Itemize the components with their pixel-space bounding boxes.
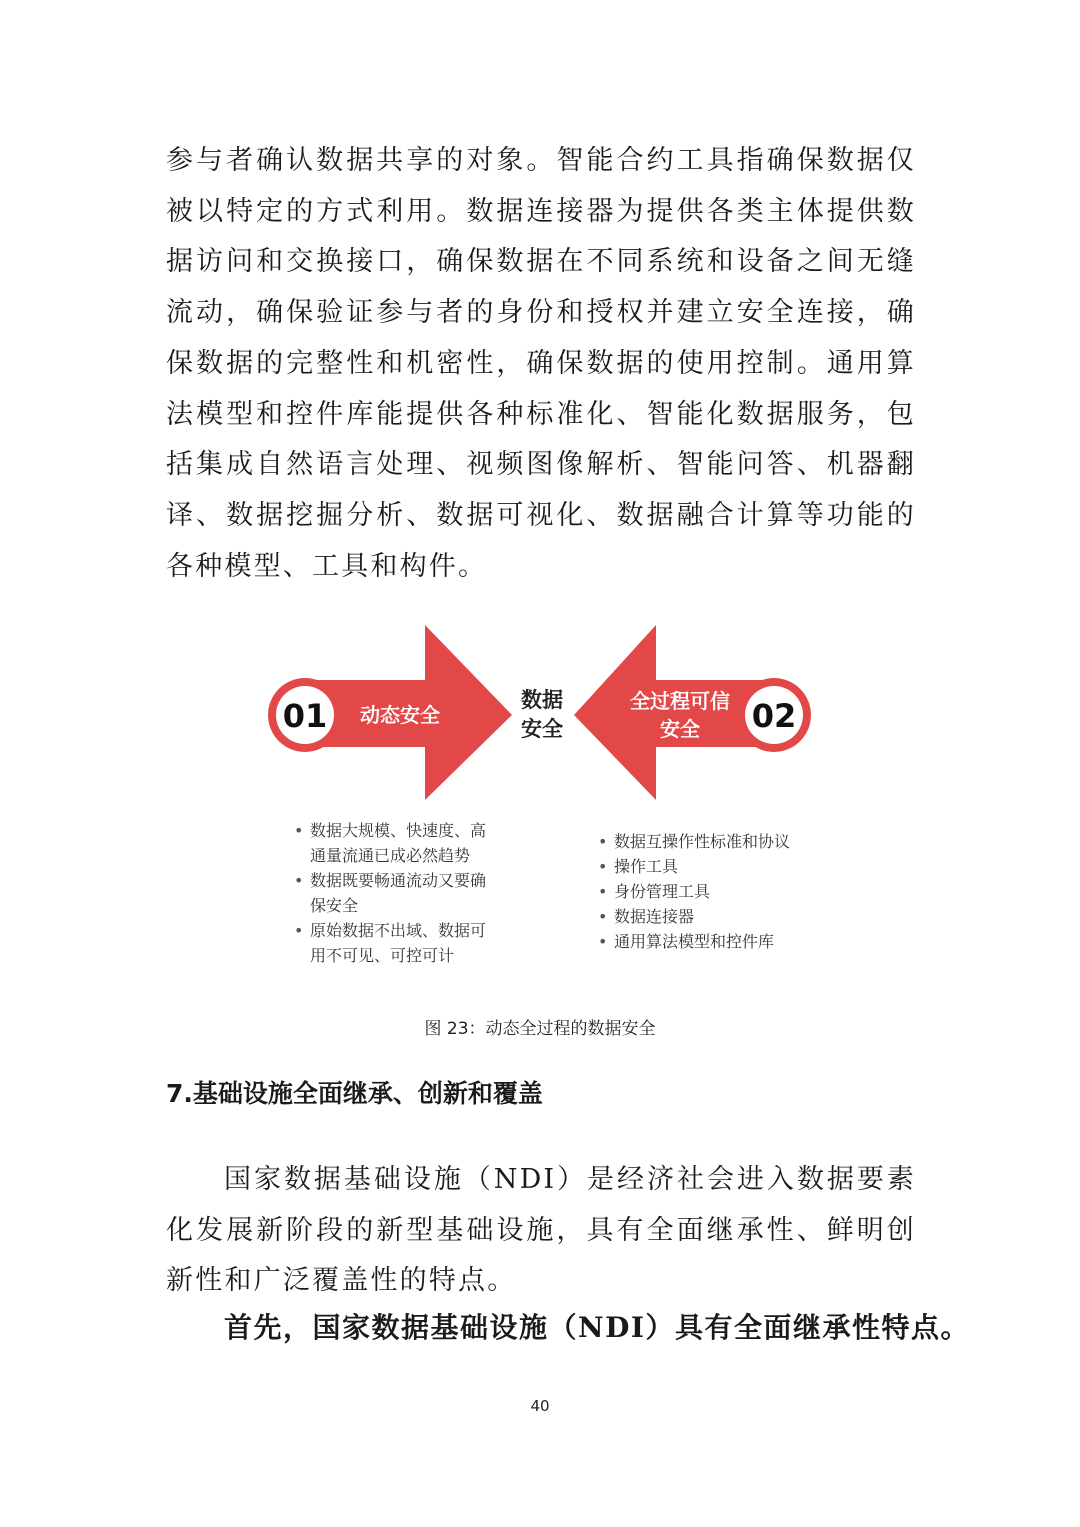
left-bullet-list [294,818,494,968]
bold-statement: 首先，国家数据基础设施（NDI）具有全面继承性特点。 [224,1311,970,1344]
left-number: 01 [282,697,328,735]
list-item: • 数据既要畅通流动又要确保安全 [294,868,494,918]
list-item: • 原始数据不出域、数据可用不可见、可控可计 [294,918,494,968]
right-number: 02 [751,697,797,735]
right-bullet-list [598,829,838,954]
list-item: • 身份管理工具 [598,879,838,904]
data-security-diagram [250,620,830,810]
right-arrow-label-line-1: 全过程可信 [630,689,730,713]
body-paragraph-1: 参与者确认数据共享的对象。智能合约工具指确保数据仅被以特定的方式利用。数据连接器为提供各类主体提供数据访问和交换接口，确保数据在不同系统和设备之间无缝流动，确保验证参与者的身份和授权并建立安全连接，确保数据的完整性和机密性，确保数据的使用控制。通用算法模型和控件库能提供各种标准化、智能化数据服务，包括集成自然语言处理、视频图像解析、智能问答、机器翻译、数据挖掘分析、数据可视化、数据融合计算等功能的各种模型、工具和构件。 [166,145,916,582]
list-item: • 通用算法模型和控件库 [598,929,838,954]
figure-caption: 图 23：动态全过程的数据安全 [424,1019,656,1039]
right-arrow-label-line-2: 安全 [660,717,700,741]
list-item: • 操作工具 [598,854,838,879]
page-number: 40 [530,1397,550,1415]
left-arrow-label: 动态安全 [360,703,440,727]
center-label-line-1: 数据 [521,688,563,712]
body-paragraph-2: 国家数据基础设施（NDI）是经济社会进入数据要素化发展新阶段的新型基础设施，具有全面继承性、鲜明创新性和广泛覆盖性的特点。 [166,1164,916,1297]
list-item: • 数据大规模、快速度、高通量流通已成必然趋势 [294,818,494,868]
list-item: • 数据互操作性标准和协议 [598,829,838,854]
section-heading: 7.基础设施全面继承、创新和覆盖 [166,1079,543,1108]
list-item: • 数据连接器 [598,904,838,929]
center-label-line-2: 安全 [521,717,563,741]
